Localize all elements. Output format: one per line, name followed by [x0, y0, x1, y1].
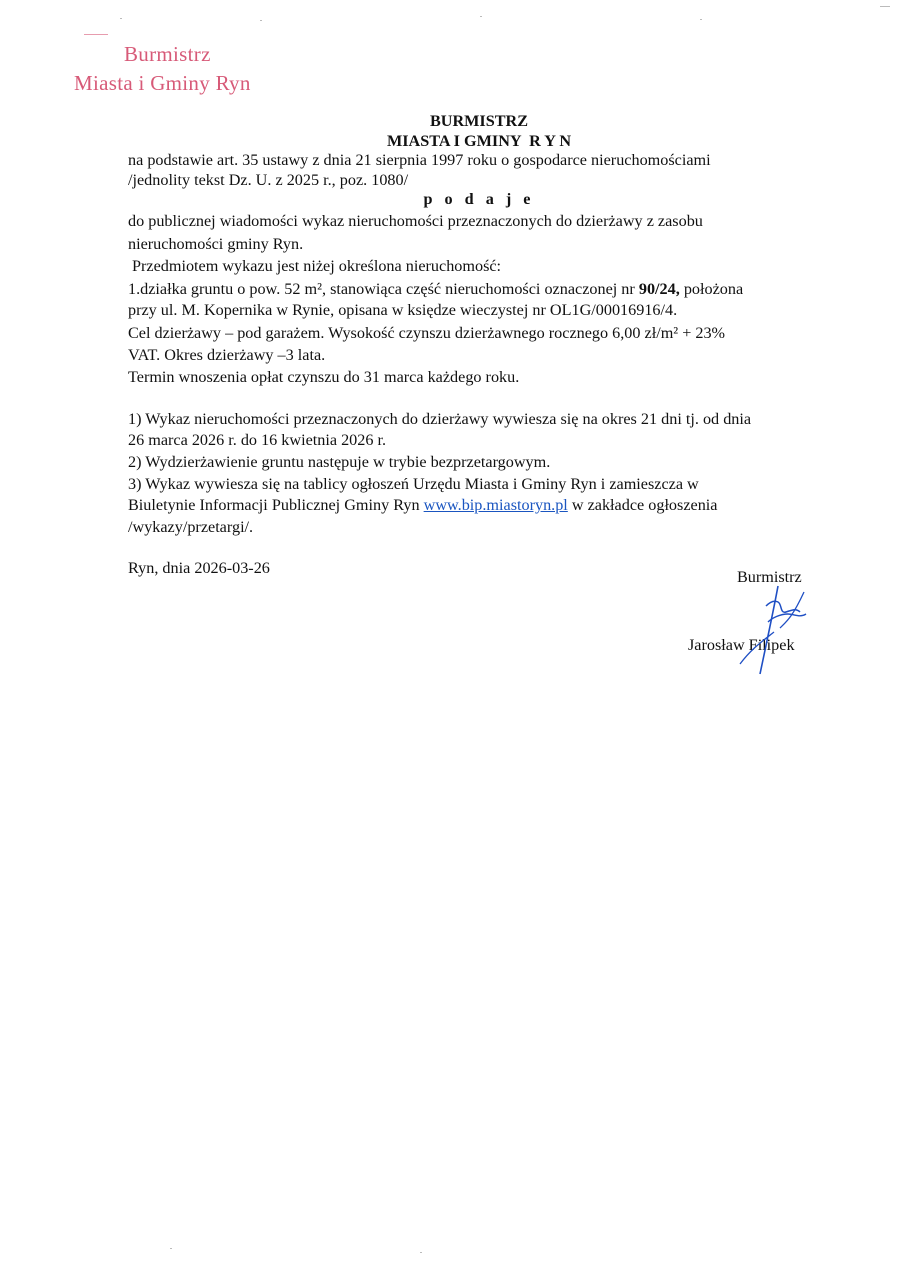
lease-line-1: Cel dzierżawy – pod garażem. Wysokość czynszu dzierżawnego rocznego 6,00 zł/m² + 23%: [128, 323, 726, 342]
subject-intro: Przedmiotem wykazu jest niżej określona nieruchomość:: [132, 257, 502, 276]
point-3-text-b: w zakładce ogłoszenia: [567, 496, 718, 515]
announces-word: p o d a j e: [423, 190, 535, 209]
heading-line-1: BURMISTRZ: [429, 112, 529, 130]
document-body: [128, 108, 830, 579]
point-3-line-2: [128, 496, 830, 516]
handwritten-signature: [700, 578, 820, 678]
legal-basis-line-1: na podstawie art. 35 ustawy z dnia 21 sierpnia 1997 roku o gospodarce nieruchomościami: [128, 151, 711, 170]
stamp-line-2: Miasta i Gminy Ryn: [74, 71, 251, 95]
property-line-2: przy ul. M. Kopernika w Rynie, opisana w księdze wieczystej nr OL1G/00016916/4.: [128, 301, 678, 320]
property-line-1: [128, 280, 830, 300]
office-stamp: [74, 40, 251, 98]
point-3-line-3: /wykazy/przetargi/.: [128, 517, 254, 536]
stamp-line-1: Burmistrz: [124, 42, 211, 66]
place-date: Ryn, dnia 2026-03-26: [128, 559, 270, 578]
payment-deadline: Termin wnoszenia opłat czynszu do 31 marca każdego roku.: [128, 368, 520, 387]
heading-line-2: MIASTA I GMINY R Y N: [386, 131, 572, 150]
signatory-name: Jarosław Filipek: [688, 636, 795, 654]
notice-line-1: do publicznej wiadomości wykaz nieruchomości przeznaczonych do dzierżawy z zasobu: [128, 211, 703, 230]
plot-number: 90/24,: [638, 279, 680, 298]
stamp-mark: [84, 34, 108, 35]
point-1-line-1: 1) Wykaz nieruchomości przeznaczonych do dzierżawy wywiesza się na okres 21 dni tj. od dnia: [128, 409, 752, 428]
property-text-b: położona: [679, 279, 744, 298]
bip-link[interactable]: www.bip.miastoryn.pl: [423, 496, 568, 515]
point-3-text-a: Biuletynie Informacji Publicznej Gminy Ryn: [128, 496, 424, 515]
lease-line-2: VAT. Okres dzierżawy –3 lata.: [128, 345, 326, 364]
point-1-line-2: 26 marca 2026 r. do 16 kwietnia 2026 r.: [128, 431, 387, 450]
legal-basis-line-2: /jednolity tekst Dz. U. z 2025 r., poz. 1080/: [128, 170, 409, 189]
point-2: 2) Wydzierżawienie gruntu następuje w trybie bezprzetargowym.: [128, 452, 551, 471]
notice-line-2: nieruchomości gminy Ryn.: [128, 234, 304, 253]
point-3-line-1: 3) Wykaz wywiesza się na tablicy ogłoszeń Urzędu Miasta i Gminy Ryn i zamieszcza w: [128, 474, 699, 493]
signatory-title: Burmistrz: [737, 568, 802, 586]
property-text-a: 1.działka gruntu o pow. 52 m², stanowiąca część nieruchomości oznaczonej nr: [128, 279, 639, 298]
